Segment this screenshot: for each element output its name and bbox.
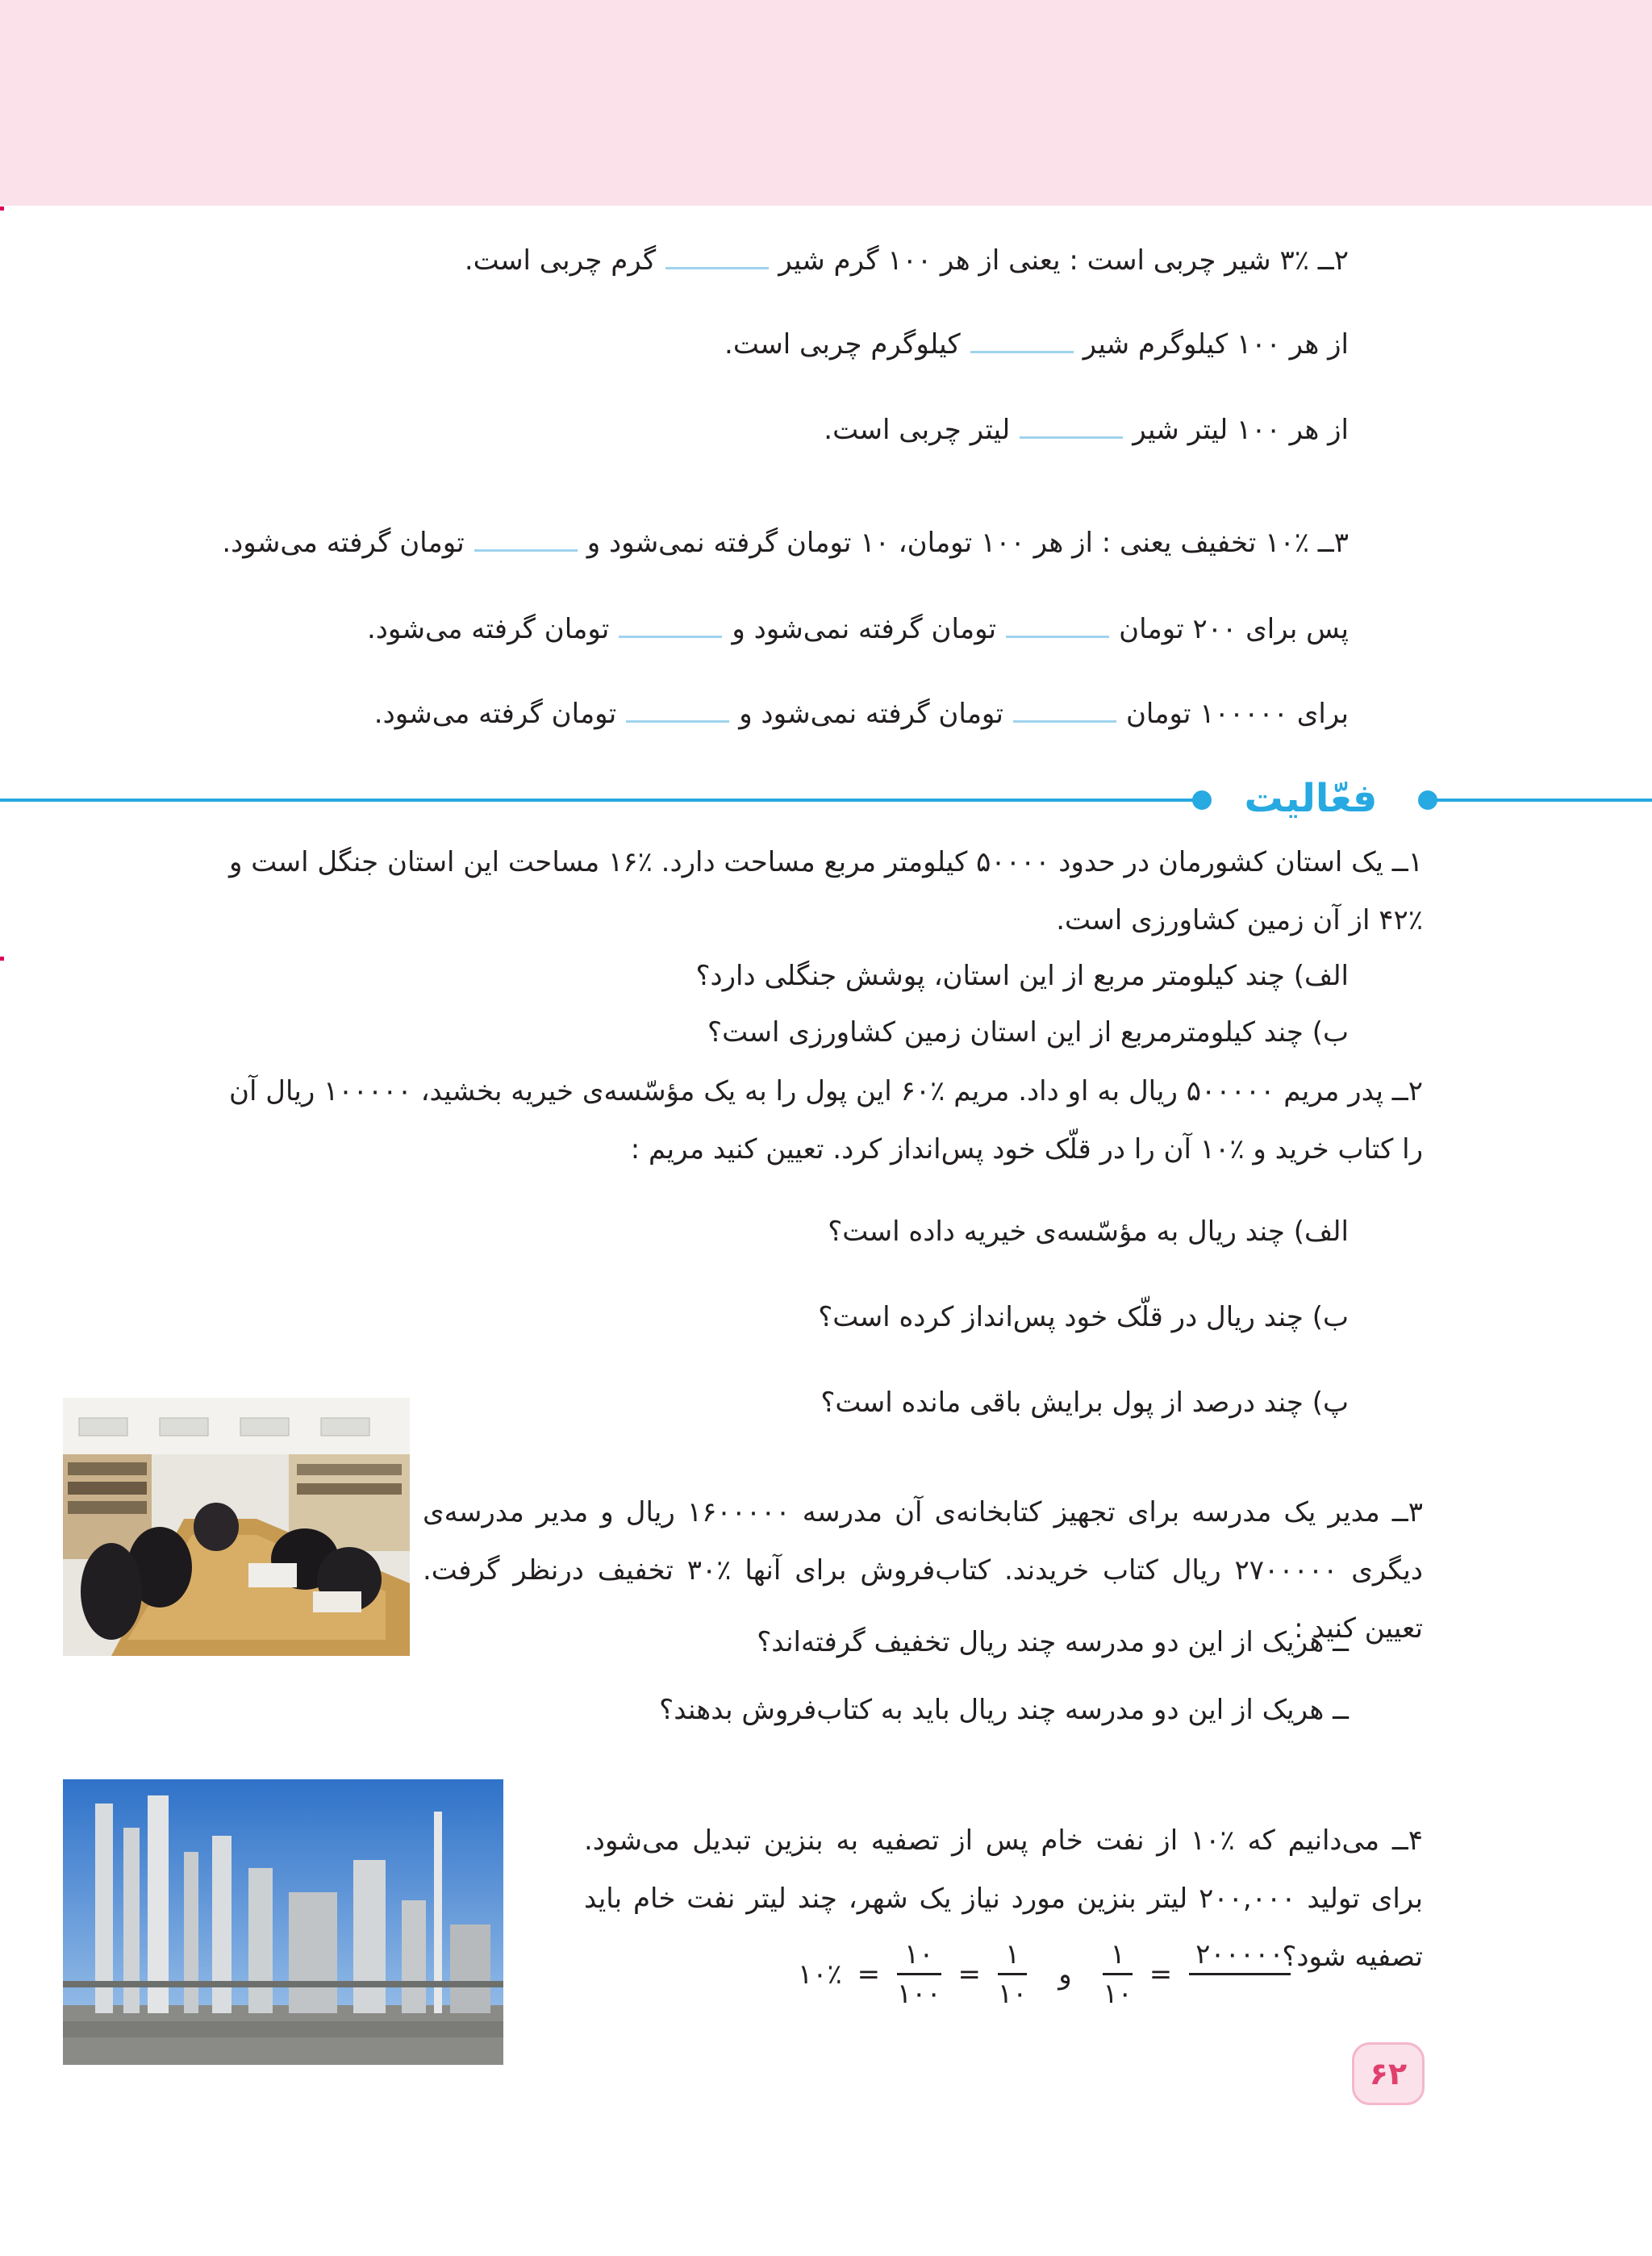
activity-q3-b: ــ هریک از این دو مدرسه چند ریال باید به کتاب‌فروش بدهند؟ [659, 1694, 1349, 1726]
answer-blank[interactable] [619, 615, 722, 638]
activity-q1: ۱ــ یک استان کشورمان در حدود ۵۰۰۰۰ کیلومتر مربع مساحت دارد. ٪۱۶ مساحت این استان جنگل است و ٪۴۲ از آن زمین کشاورزی است. [229, 846, 1423, 936]
activity-divider [1420, 799, 1652, 802]
activity-q2: ۲ــ پدر مریم ۵۰۰۰۰۰ ریال به او داد. مریم ٪۶۰ این پول را به یک مؤسّسه‌ی خیریه بخشید، ۱۰۰۰۰۰ ریال آن را کتاب خرید و ٪۱۰ آن را در قلّک خود پس‌انداز کرد. تعیین کنید مریم : [229, 1075, 1423, 1166]
bullet-dot-icon [1418, 790, 1437, 810]
fraction-1-10: $\frac{۱}{۱۰}$ [998, 1936, 1028, 2012]
ex3-line2: پس برای ۲۰۰ تومانتومان گرفته نمی‌شود وتومان گرفته می‌شود. [366, 613, 1349, 645]
activity-q2-a: الف) چند ریال به مؤسّسه‌ی خیریه داده است؟ [828, 1216, 1349, 1248]
answer-blank[interactable] [970, 330, 1074, 353]
fraction-200000-blank[interactable]: ۲۰۰۰۰۰ [1189, 1936, 1291, 2012]
formula-and: و [1058, 1958, 1072, 1991]
activity-q2-c: پ) چند درصد از پول برایش باقی مانده است؟ [820, 1387, 1349, 1419]
answer-blank[interactable] [1006, 615, 1109, 638]
formula-lhs: ۱۰٪ [798, 1958, 842, 1991]
page-number: ۶۲ [1352, 2042, 1425, 2105]
formula-eq: = [957, 1958, 982, 1991]
fraction-10-100: $\frac{۱۰}{۱۰۰}$ [897, 1936, 941, 2012]
refinery-photo [63, 1779, 503, 2065]
ex2-line1: ۲ــ ٪۳ شیر چربی است : یعنی از هر ۱۰۰ گرم شیرگرم چربی است. [464, 244, 1349, 277]
answer-blank[interactable] [665, 246, 769, 269]
activity-title: فعّالیت [1238, 770, 1383, 827]
crop-mark [0, 957, 4, 961]
activity-q4: ۴ــ می‌دانیم که ٪۱۰ از نفت خام پس از تصفیه به بنزین تبدیل می‌شود. برای تولید ۲۰۰,۰۰۰ لیتر بنزین مورد نیاز یک شهر، چند لیتر نفت خام باید تصفیه شود؟ [584, 1824, 1424, 1973]
crop-mark [0, 206, 4, 211]
bullet-dot-icon [1192, 790, 1212, 810]
answer-blank[interactable] [1013, 699, 1116, 723]
answer-blank[interactable] [626, 699, 729, 723]
formula-eq: = [857, 1958, 881, 1991]
ex2-line2: از هر ۱۰۰ کیلوگرم شیرکیلوگرم چربی است. [724, 328, 1349, 361]
ex3-line1: ۳ــ ٪۱۰ تخفیف یعنی : از هر ۱۰۰ تومان، ۱۰ تومان گرفته نمی‌شود وتومان گرفته می‌شود. [222, 527, 1349, 559]
answer-blank[interactable] [474, 528, 578, 552]
header-band [0, 0, 1652, 206]
activity-q1-a: الف) چند کیلومتر مربع از این استان، پوشش جنگلی دارد؟ [695, 960, 1349, 992]
activity-divider [0, 799, 1202, 802]
percent-formula [795, 1936, 1295, 2012]
ex3-line3: برای ۱۰۰۰۰۰ تومانتومان گرفته نمی‌شود وتومان گرفته می‌شود. [373, 698, 1349, 730]
activity-q2-b: ب) چند ریال در قلّک خود پس‌انداز کرده است؟ [818, 1301, 1349, 1333]
answer-blank[interactable] [1020, 415, 1123, 439]
formula-eq: = [1149, 1958, 1173, 1991]
activity-q1-b: ب) چند کیلومترمربع از این استان زمین کشاورزی است؟ [707, 1016, 1349, 1049]
library-photo [63, 1398, 410, 1656]
fraction-1-10: $\frac{۱}{۱۰}$ [1103, 1936, 1133, 2012]
activity-q3-a: ــ هریک از این دو مدرسه چند ریال تخفیف گرفته‌اند؟ [757, 1626, 1349, 1658]
ex2-line3: از هر ۱۰۰ لیتر شیرلیتر چربی است. [824, 414, 1349, 446]
activity-q3: ۳ــ مدیر یک مدرسه برای تجهیز کتابخانه‌ی آن مدرسه ۱۶۰۰۰۰۰ ریال و مدیر مدرسه‌ی دیگری ۲۷۰۰۰۰۰ ریال کتاب خریدند. کتاب‌فروش برای آنها ٪۳۰ تخفیف درنظر گرفت. تعیین کنید : [423, 1496, 1423, 1645]
